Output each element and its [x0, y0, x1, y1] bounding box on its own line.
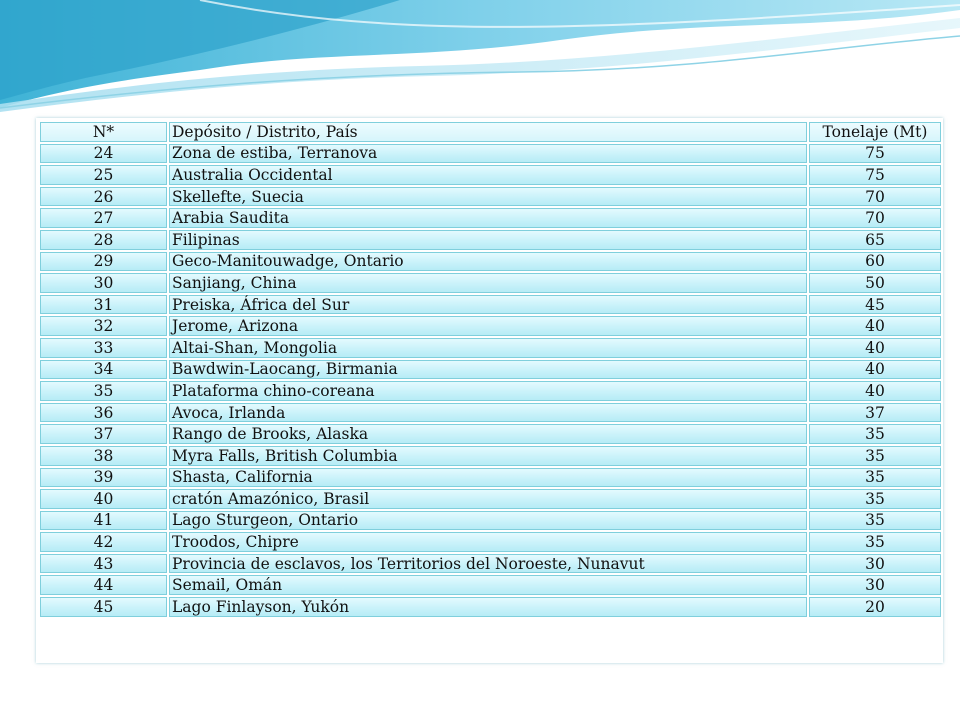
row-deposit: Avoca, Irlanda	[168, 402, 808, 424]
table-row	[39, 402, 942, 424]
table-row	[39, 488, 942, 510]
header-wave-decoration	[0, 0, 960, 120]
table-row	[39, 337, 942, 359]
row-number: 42	[39, 531, 168, 553]
row-deposit: Lago Sturgeon, Ontario	[168, 510, 808, 532]
row-deposit: Myra Falls, British Columbia	[168, 445, 808, 467]
row-tonnage: 45	[808, 294, 942, 316]
row-tonnage: 35	[808, 445, 942, 467]
row-number: 31	[39, 294, 168, 316]
row-tonnage: 70	[808, 207, 942, 229]
row-number: 30	[39, 272, 168, 294]
row-deposit: Geco-Manitouwadge, Ontario	[168, 251, 808, 273]
row-deposit: Skellefte, Suecia	[168, 186, 808, 208]
row-number: 45	[39, 596, 168, 618]
table-row	[39, 510, 942, 532]
row-number: 26	[39, 186, 168, 208]
table-body	[39, 143, 942, 618]
row-number: 39	[39, 467, 168, 489]
header-number: N*	[39, 121, 168, 143]
deposits-table-container	[38, 120, 941, 619]
row-deposit: Semail, Omán	[168, 574, 808, 596]
row-number: 43	[39, 553, 168, 575]
table-row	[39, 251, 942, 273]
row-deposit: Australia Occidental	[168, 164, 808, 186]
row-tonnage: 35	[808, 531, 942, 553]
row-tonnage: 40	[808, 315, 942, 337]
row-tonnage: 30	[808, 553, 942, 575]
row-deposit: Sanjiang, China	[168, 272, 808, 294]
row-number: 32	[39, 315, 168, 337]
table-row	[39, 423, 942, 445]
table-row	[39, 272, 942, 294]
row-tonnage: 20	[808, 596, 942, 618]
row-deposit: Shasta, California	[168, 467, 808, 489]
table-row	[39, 553, 942, 575]
table-row	[39, 229, 942, 251]
row-tonnage: 60	[808, 251, 942, 273]
row-tonnage: 35	[808, 467, 942, 489]
header-tonnage: Tonelaje (Mt)	[808, 121, 942, 143]
row-deposit: Arabia Saudita	[168, 207, 808, 229]
table-row	[39, 445, 942, 467]
row-deposit: cratón Amazónico, Brasil	[168, 488, 808, 510]
table-row	[39, 596, 942, 618]
table-row	[39, 467, 942, 489]
table-row	[39, 207, 942, 229]
row-deposit: Bawdwin-Laocang, Birmania	[168, 359, 808, 381]
row-number: 35	[39, 380, 168, 402]
row-number: 41	[39, 510, 168, 532]
row-number: 33	[39, 337, 168, 359]
row-deposit: Rango de Brooks, Alaska	[168, 423, 808, 445]
row-number: 44	[39, 574, 168, 596]
row-tonnage: 35	[808, 510, 942, 532]
row-deposit: Plataforma chino-coreana	[168, 380, 808, 402]
row-deposit: Provincia de esclavos, los Territorios del Noroeste, Nunavut	[168, 553, 808, 575]
row-number: 27	[39, 207, 168, 229]
row-deposit: Altai-Shan, Mongolia	[168, 337, 808, 359]
table-header-row	[39, 121, 942, 143]
row-tonnage: 35	[808, 488, 942, 510]
table-row	[39, 315, 942, 337]
table-row	[39, 186, 942, 208]
row-tonnage: 65	[808, 229, 942, 251]
table-row	[39, 359, 942, 381]
row-tonnage: 70	[808, 186, 942, 208]
row-number: 38	[39, 445, 168, 467]
row-tonnage: 40	[808, 359, 942, 381]
table-row	[39, 380, 942, 402]
row-number: 36	[39, 402, 168, 424]
row-number: 37	[39, 423, 168, 445]
row-tonnage: 75	[808, 143, 942, 165]
row-number: 28	[39, 229, 168, 251]
deposits-table	[38, 120, 943, 619]
row-number: 34	[39, 359, 168, 381]
row-deposit: Zona de estiba, Terranova	[168, 143, 808, 165]
row-tonnage: 40	[808, 380, 942, 402]
row-number: 40	[39, 488, 168, 510]
header-deposit: Depósito / Distrito, País	[168, 121, 808, 143]
table-row	[39, 294, 942, 316]
row-tonnage: 35	[808, 423, 942, 445]
row-deposit: Preiska, África del Sur	[168, 294, 808, 316]
table-row	[39, 143, 942, 165]
row-deposit: Troodos, Chipre	[168, 531, 808, 553]
row-number: 25	[39, 164, 168, 186]
row-tonnage: 40	[808, 337, 942, 359]
row-number: 29	[39, 251, 168, 273]
row-tonnage: 75	[808, 164, 942, 186]
row-tonnage: 30	[808, 574, 942, 596]
table-row	[39, 164, 942, 186]
table-row	[39, 574, 942, 596]
row-number: 24	[39, 143, 168, 165]
row-deposit: Filipinas	[168, 229, 808, 251]
row-deposit: Jerome, Arizona	[168, 315, 808, 337]
row-tonnage: 37	[808, 402, 942, 424]
row-deposit: Lago Finlayson, Yukón	[168, 596, 808, 618]
table-row	[39, 531, 942, 553]
row-tonnage: 50	[808, 272, 942, 294]
